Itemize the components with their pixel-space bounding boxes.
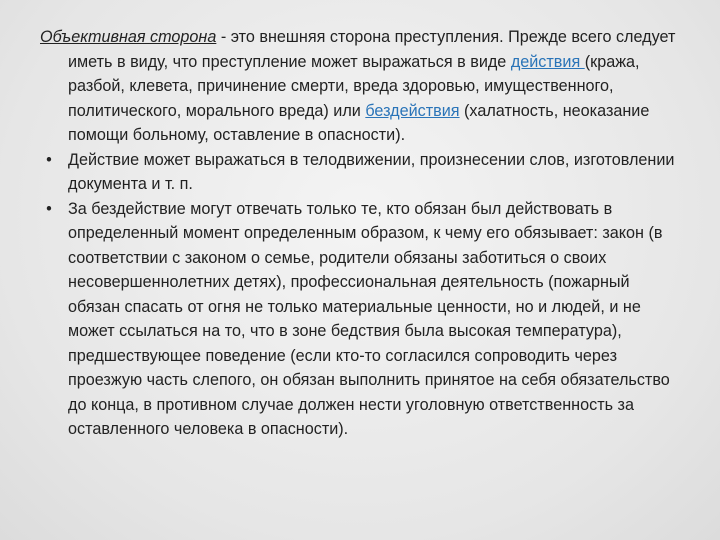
link-inaction[interactable]: бездействия <box>365 101 460 120</box>
bullet-text: За бездействие могут отвечать только те, кто обязан был действовать в определенный момент определенным образом, к чему его обязывает: закон (в соответствии с законом о семье, родители обязаны заботиться о своих несовершеннолетних детях), профессиональная деятельность (пожарный обязан спасать от огня не только материальные ценности, но и людей, и не может ссылаться на то, что в зоне бедствия была высокая температура), предшествующее поведение (если кто-то согласился сопроводить через проезжую часть слепого, он обязан выполнить принятое на себя обязательство до конца, в противном случае должен нести уголовную ответственность за оставленного человека в опасности). <box>68 199 670 438</box>
bullet-item-inaction <box>40 197 685 442</box>
slide-content <box>40 25 685 442</box>
intro-text-3: (халатность, неоказание помощи больному, оставление в опасности). <box>68 101 650 144</box>
bullet-dot-icon: • <box>46 150 52 169</box>
intro-text-1: - это внешняя сторона преступления. Прежде всего следует иметь в виду, что преступление может выражаться в виде <box>68 28 676 71</box>
bullet-item-action <box>40 148 685 197</box>
term-objective-side: Объективная сторона <box>40 28 217 46</box>
link-action[interactable]: действия <box>510 52 585 71</box>
bullet-dot-icon: • <box>46 199 52 218</box>
intro-paragraph <box>40 25 685 148</box>
intro-text-2: (кража, разбой, клевета, причинение смерти, вреда здоровью, имущественного, политического, морального вреда) или <box>68 52 640 120</box>
bullet-text: Действие может выражаться в телодвижении, произнесении слов, изготовлении документа и т. п. <box>68 150 675 193</box>
